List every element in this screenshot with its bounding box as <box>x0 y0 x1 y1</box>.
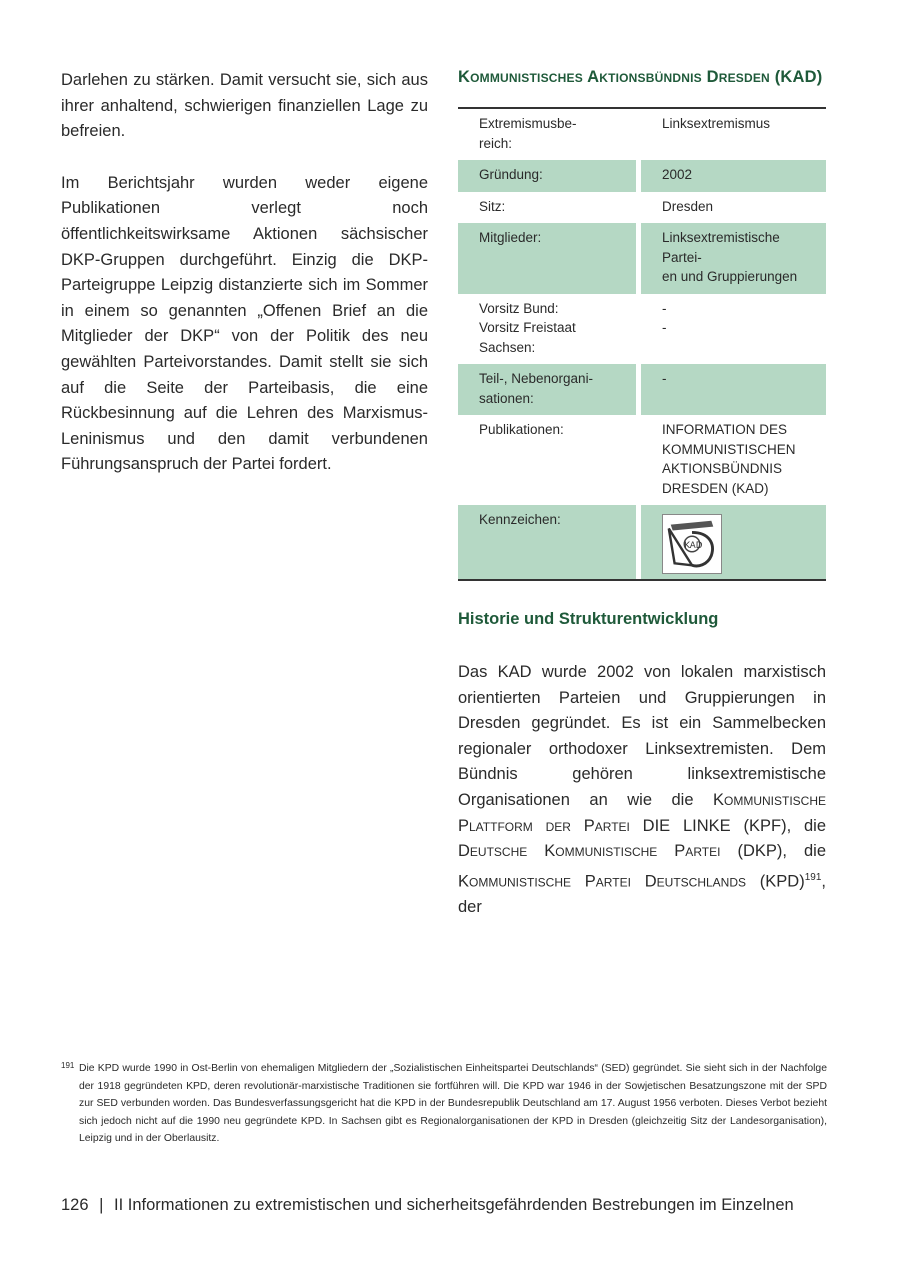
info-row-suborganisations <box>458 364 826 415</box>
left-paragraph-1: Darlehen zu stärken. Damit versucht sie, sich aus ihrer anhaltend, schwierigen finanziellen Lage zu befreien. <box>61 71 428 141</box>
info-row-seat <box>458 192 826 224</box>
info-value: INFORMATION DES KOMMUNISTISCHEN AKTIONSBÜNDNIS DRESDEN (KAD) <box>662 422 796 496</box>
info-row-chair <box>458 294 826 365</box>
info-row-emblem <box>458 505 826 579</box>
left-column <box>61 68 428 504</box>
info-value: Dresden <box>662 198 714 214</box>
info-label: Sitz: <box>479 198 506 214</box>
footnote <box>61 1060 827 1148</box>
page-number: 126 <box>61 1196 89 1214</box>
info-label: Publikationen: <box>479 422 564 437</box>
info-row-extremism <box>458 109 826 160</box>
info-value: Linksextremismus <box>662 116 771 131</box>
history-text-5: , der <box>458 872 826 916</box>
info-label: Kennzeichen: <box>458 505 636 579</box>
page-footer <box>61 1193 841 1217</box>
org-name-kpf: Kommunistische Plattform der Partei <box>458 790 826 835</box>
info-value: Linksextremistische Partei- en und Gruppierungen <box>641 223 826 294</box>
footnote-text: Die KPD wurde 1990 in Ost-Berlin von ehemaligen Mitgliedern der „Sozialistischen Einheitspartei Deutschlands“ (SED) gegründet. Sie sieht sich in der Nachfolge der 1918 gegründeten KPD, deren revolutionär-marxistische Traditionen sie fortführen will. Die KPD war 1946 in der Sowjetischen Besatzungszone mit der SPD zur SED verbunden worden. Das Bundesverfassungsgericht hat die KPD in der Bundesrepublik Deutschland am 17. August 1956 verboten. Dieses Verbot bezieht sich jedoch nicht auf die 1990 neu gegründete KPD. In Sachsen gibt es Regionalorganisationen der KPD in Dresden (gleichzeitig Sitz der Landesorganisation), Leipzig und in der Oberlausitz. <box>79 1063 827 1145</box>
org-info-table <box>458 107 826 581</box>
left-paragraph-2: Im Berichtsjahr wurden weder eigene Publikationen verlegt noch öffentlichkeitswirksame Aktionen sächsischer DKP-Gruppen durchgeführt. Einzig die DKP-Parteigruppe Leipzig distanzierte sich im Sommer in einem so genannten „Offenen Brief an die Mitglieder der DKP“ von der Politik des neu gewählten Parteivorstandes. Damit stellt sie sich auf die Seite der Parteibasis, die eine Rückbesinnung auf die Lehren des Marxismus-Leninismus und den damit verbundenen Führungsanspruch der Partei fordert. <box>61 173 428 474</box>
footnote-reference: 191 <box>804 871 822 883</box>
info-label: Extremismusbe- reich: <box>479 116 577 151</box>
history-paragraph <box>458 660 826 920</box>
info-row-publications <box>458 415 826 505</box>
org-title: Kommunistisches Aktionsbündnis Dresden (KAD) <box>458 68 823 86</box>
info-value: - - <box>662 300 667 335</box>
footer-separator: | <box>99 1196 104 1214</box>
info-value <box>641 505 826 579</box>
history-text-3: (DKP), die <box>720 842 826 861</box>
org-name-kpd: Kommunistische Partei Deutschlands <box>458 872 746 891</box>
section-heading: Historie und Strukturentwicklung <box>458 610 719 628</box>
history-text-2: DIE LINKE (KPF), die <box>629 816 826 835</box>
chapter-title: II Informationen zu extremistischen und sicherheitsgefährdenden Bestrebungen im Einzelnen <box>114 1196 794 1214</box>
info-label: Gründung: <box>458 160 636 192</box>
org-info-box <box>458 68 826 581</box>
footnote-number: 191 <box>61 1061 75 1070</box>
info-label: Vorsitz Bund: Vorsitz Freistaat Sachsen: <box>479 300 576 355</box>
history-text-1: Das KAD wurde 2002 von lokalen marxistisch orientierten Parteien und Gruppierungen in Dresden gegründet. Es ist ein Sammelbecken regionaler orthodoxer Linksextremisten. Dem Bündnis gehören linksextremistische Organisationen an wie die <box>458 663 826 809</box>
info-row-founding <box>458 160 826 192</box>
info-value: - <box>641 364 826 415</box>
info-value: 2002 <box>641 160 826 192</box>
info-row-members <box>458 223 826 294</box>
svg-text:KAD: KAD <box>684 540 703 551</box>
history-text-4: (KPD) <box>746 872 805 891</box>
info-label: Teil-, Nebenorgani- sationen: <box>458 364 636 415</box>
kad-emblem-icon <box>662 514 722 574</box>
info-label: Mitglieder: <box>458 223 636 294</box>
org-name-dkp: Deutsche Kommunistische Partei <box>458 842 721 861</box>
